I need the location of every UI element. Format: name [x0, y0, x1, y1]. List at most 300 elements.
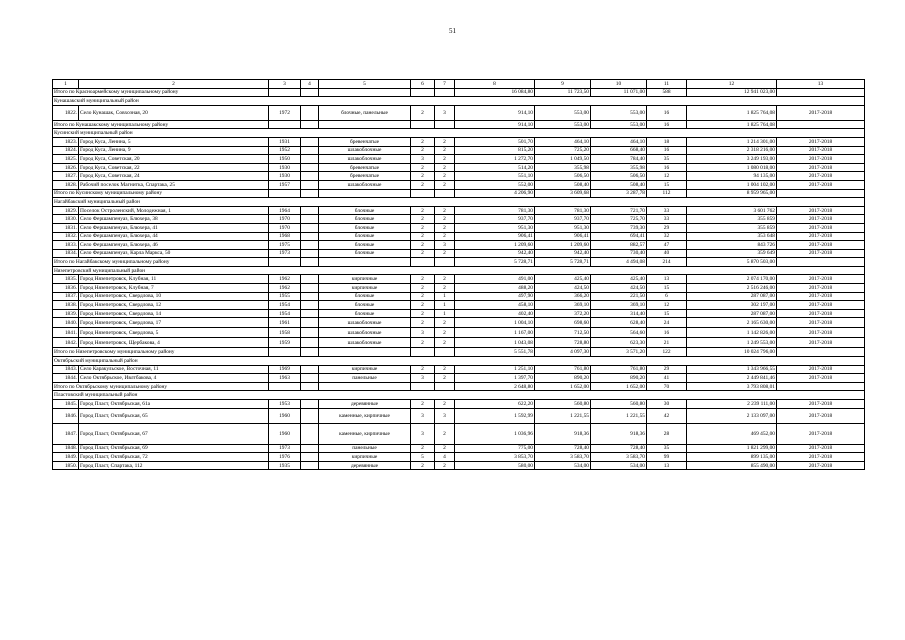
residents-cell: 16 [647, 105, 687, 120]
living-area-cell: 372,20 [535, 309, 591, 318]
table-row [53, 444, 865, 453]
period-cell: 2017-2018 [777, 137, 865, 146]
cost-cell: 855 490,00 [687, 461, 777, 470]
row-number-cell: 1835. [53, 275, 79, 284]
table-row [53, 374, 865, 383]
empty-cell [301, 137, 319, 146]
period-cell: 2017-2018 [777, 461, 865, 470]
residents-cell: 42 [647, 408, 687, 423]
address-cell: Город Нязепетровск, Клубная, 7 [79, 284, 269, 293]
residents-cell: 32 [647, 232, 687, 241]
total-residents-cell: 122 [647, 348, 687, 357]
private-area-cell: 534,00 [591, 461, 647, 470]
residents-cell: 30 [647, 400, 687, 409]
total-area-cell: 501,70 [455, 137, 535, 146]
private-area-cell: 506,50 [591, 172, 647, 181]
year-cell: 1953 [269, 400, 301, 409]
empty-cell [319, 120, 411, 129]
total-area-cell: 937,70 [455, 215, 535, 224]
cost-cell: 2 516 246,00 [687, 284, 777, 293]
empty-cell [301, 292, 319, 301]
total-area-cell: 5 551,78 [455, 348, 535, 357]
column-number-cell: 10 [591, 80, 647, 89]
entrances-cell: 2 [435, 318, 455, 328]
private-area-cell: 221,50 [591, 292, 647, 301]
year-cell: 1935 [269, 461, 301, 470]
row-number-cell: 1837. [53, 292, 79, 301]
empty-cell [301, 206, 319, 215]
row-number-cell: 1834. [53, 249, 79, 258]
district-name: Кусинский муниципальный район [53, 129, 865, 138]
living-area-cell: 951,30 [535, 223, 591, 232]
district-header-row [53, 129, 865, 138]
total-residents-cell: 214 [647, 258, 687, 267]
total-living-area-cell: 11 723,50 [535, 88, 591, 97]
residents-cell: 47 [647, 241, 687, 250]
address-cell: Рабочий поселок Магнитка, Спартака, 25 [79, 180, 269, 189]
empty-cell [269, 88, 301, 97]
living-area-cell: 942,40 [535, 249, 591, 258]
empty-cell [435, 189, 455, 198]
private-area-cell: 1 221,55 [591, 408, 647, 423]
entrances-cell: 3 [435, 408, 455, 423]
residents-cell: 13 [647, 461, 687, 470]
address-cell: Город Пласт, Октябрьская, 67 [79, 423, 269, 444]
living-area-cell: 761,80 [535, 365, 591, 374]
period-cell: 2017-2018 [777, 215, 865, 224]
year-cell: 1954 [269, 309, 301, 318]
column-number-cell: 11 [647, 80, 687, 89]
living-area-cell: 725,20 [535, 146, 591, 155]
row-number-cell: 1826. [53, 163, 79, 172]
total-area-cell: 775,00 [455, 444, 535, 453]
row-number-cell: 1827. [53, 172, 79, 181]
year-cell: 1964 [269, 206, 301, 215]
total-private-area-cell: 11 071,00 [591, 88, 647, 97]
floors-cell: 5 [411, 453, 435, 462]
address-cell: Село Фершампенуаз, Блюхера, 44 [79, 232, 269, 241]
empty-cell [435, 382, 455, 391]
empty-cell [301, 453, 319, 462]
period-cell: 2017-2018 [777, 423, 865, 444]
year-cell: 1954 [269, 301, 301, 310]
living-area-cell: 1 049,50 [535, 155, 591, 164]
year-cell: 1931 [269, 137, 301, 146]
address-cell: Поселок Остроленский, Молодежная, 1 [79, 206, 269, 215]
address-cell: Город Куса, Советская, 22 [79, 163, 269, 172]
private-area-cell: 424,50 [591, 284, 647, 293]
period-cell: 2017-2018 [777, 249, 865, 258]
table-row [53, 206, 865, 215]
empty-cell [269, 120, 301, 129]
entrances-cell: 1 [435, 301, 455, 310]
row-number-cell: 1845. [53, 400, 79, 409]
total-area-cell: 1 272,70 [455, 155, 535, 164]
cost-cell: 2 074 170,00 [687, 275, 777, 284]
address-cell: Город Нязепетровск, Свердлова, 5 [79, 328, 269, 338]
entrances-cell: 2 [435, 206, 455, 215]
year-cell: 1973 [269, 444, 301, 453]
private-area-cell: 355,98 [591, 163, 647, 172]
empty-cell [319, 258, 411, 267]
period-cell: 2017-2018 [777, 318, 865, 328]
total-label: Итого по Кунашакскому муниципальному району [53, 120, 269, 129]
empty-cell [269, 382, 301, 391]
living-area-cell: 464,10 [535, 137, 591, 146]
empty-cell [301, 215, 319, 224]
empty-cell [301, 146, 319, 155]
empty-cell [301, 232, 319, 241]
wall-material-cell: шлакоблочные [319, 180, 411, 189]
total-living-area-cell: 3 609,68 [535, 189, 591, 198]
floors-cell: 2 [411, 275, 435, 284]
district-header-row [53, 391, 865, 400]
total-area-cell: 552,00 [455, 180, 535, 189]
column-number-cell: 4 [301, 80, 319, 89]
total-living-area-cell: 553,00 [535, 120, 591, 129]
total-area-cell: 458,10 [455, 301, 535, 310]
cost-cell: 899 135,00 [687, 453, 777, 462]
row-number-cell: 1847. [53, 423, 79, 444]
district-name: Кунашакский муниципальный район [53, 97, 865, 106]
floors-cell: 3 [411, 423, 435, 444]
residents-cell: 41 [647, 374, 687, 383]
table-row [53, 408, 865, 423]
empty-cell [269, 258, 301, 267]
row-number-cell: 1850. [53, 461, 79, 470]
residents-cell: 12 [647, 301, 687, 310]
year-cell: 1930 [269, 172, 301, 181]
private-area-cell: 3 583,70 [591, 453, 647, 462]
total-area-cell: 622,20 [455, 400, 535, 409]
year-cell: 1972 [269, 105, 301, 120]
total-area-cell: 815,20 [455, 146, 535, 155]
address-cell: Село Кунашак, Совхозная, 20 [79, 105, 269, 120]
district-header-row [53, 357, 865, 366]
cost-cell: 2 449 841,46 [687, 374, 777, 383]
floors-cell: 2 [411, 301, 435, 310]
wall-material-cell: блочные [319, 241, 411, 250]
floors-cell: 2 [411, 172, 435, 181]
empty-cell [301, 348, 319, 357]
cost-cell: 94 135,00 [687, 172, 777, 181]
wall-material-cell: каменные, кирпичные [319, 423, 411, 444]
floors-cell: 2 [411, 400, 435, 409]
cost-cell: 1 214 301,00 [687, 137, 777, 146]
district-header-row [53, 266, 865, 275]
row-number-cell: 1828. [53, 180, 79, 189]
total-area-cell: 1 043,08 [455, 338, 535, 348]
wall-material-cell: блочные [319, 292, 411, 301]
empty-cell [411, 348, 435, 357]
entrances-cell: 2 [435, 461, 455, 470]
residents-cell: 33 [647, 215, 687, 224]
total-area-cell: 1 167,00 [455, 328, 535, 338]
cost-cell: 1 821 299,00 [687, 444, 777, 453]
table-row [53, 301, 865, 310]
year-cell: 1963 [269, 374, 301, 383]
living-area-cell: 506,50 [535, 172, 591, 181]
period-cell: 2017-2018 [777, 146, 865, 155]
private-area-cell: 918,36 [591, 423, 647, 444]
row-number-cell: 1849. [53, 453, 79, 462]
wall-material-cell: блочные, панельные [319, 105, 411, 120]
empty-cell [435, 258, 455, 267]
table-row [53, 137, 865, 146]
wall-material-cell: бревенчатые [319, 163, 411, 172]
period-cell: 2017-2018 [777, 241, 865, 250]
private-area-cell: 623,30 [591, 338, 647, 348]
cost-cell: 1 004 102,00 [687, 180, 777, 189]
row-number-cell: 1829. [53, 206, 79, 215]
private-area-cell: 425,40 [591, 275, 647, 284]
private-area-cell: 464,10 [591, 137, 647, 146]
address-cell: Город Нязепетровск, Свердлова, 10 [79, 292, 269, 301]
district-total-row [53, 88, 865, 97]
total-residents-cell: 112 [647, 189, 687, 198]
column-number-cell: 2 [79, 80, 269, 89]
year-cell: 1961 [269, 318, 301, 328]
column-number-cell: 8 [455, 80, 535, 89]
floors-cell: 3 [411, 408, 435, 423]
empty-cell [319, 189, 411, 198]
address-cell: Город Пласт, Октябрьская, 72 [79, 453, 269, 462]
wall-material-cell: блочные [319, 223, 411, 232]
table-row [53, 453, 865, 462]
living-area-cell: 781,30 [535, 206, 591, 215]
floors-cell: 2 [411, 338, 435, 348]
row-number-cell: 1843. [53, 365, 79, 374]
living-area-cell: 534,00 [535, 461, 591, 470]
floors-cell: 2 [411, 206, 435, 215]
period-cell: 2017-2018 [777, 232, 865, 241]
table-row [53, 163, 865, 172]
private-area-cell: 560,80 [591, 400, 647, 409]
empty-cell [301, 275, 319, 284]
column-number-row [53, 80, 865, 89]
total-area-cell: 781,30 [455, 206, 535, 215]
period-cell: 2017-2018 [777, 223, 865, 232]
address-cell: Город Нязепетровск, Свердлова, 12 [79, 301, 269, 310]
total-label: Итого по Кусинскому муниципальному району [53, 189, 269, 198]
year-cell: 1960 [269, 423, 301, 444]
period-cell: 2017-2018 [777, 309, 865, 318]
living-area-cell: 366,20 [535, 292, 591, 301]
table-row [53, 241, 865, 250]
row-number-cell: 1822. [53, 105, 79, 120]
wall-material-cell: шлакоблочные [319, 155, 411, 164]
cost-cell: 2 165 630,00 [687, 318, 777, 328]
private-area-cell: 784,40 [591, 155, 647, 164]
row-number-cell: 1833. [53, 241, 79, 250]
district-total-row [53, 348, 865, 357]
year-cell: 1957 [269, 180, 301, 189]
period-cell: 2017-2018 [777, 180, 865, 189]
address-cell: Город Пласт, Октябрьская, 65 [79, 408, 269, 423]
cost-cell: 1 249 553,00 [687, 338, 777, 348]
row-number-cell: 1824. [53, 146, 79, 155]
private-area-cell: 694,41 [591, 232, 647, 241]
cost-cell: 355 859 [687, 223, 777, 232]
address-cell: Город Пласт, Октябрьская, 69 [79, 444, 269, 453]
period-cell: 2017-2018 [777, 155, 865, 164]
residents-cell: 15 [647, 180, 687, 189]
wall-material-cell: блочные [319, 215, 411, 224]
living-area-cell: 508,40 [535, 180, 591, 189]
address-cell: Село Октябрьское, Ивлтбакова, 4 [79, 374, 269, 383]
total-area-cell: 906,41 [455, 232, 535, 241]
total-label: Итого по Нагайбакскому муниципальному району [53, 258, 269, 267]
row-number-cell: 1848. [53, 444, 79, 453]
table-row [53, 232, 865, 241]
residents-cell: 29 [647, 223, 687, 232]
period-cell: 2017-2018 [777, 105, 865, 120]
living-area-cell: 3 583,70 [535, 453, 591, 462]
total-private-area-cell: 4 494,08 [591, 258, 647, 267]
total-living-area-cell: 5 728,71 [535, 258, 591, 267]
private-area-cell: 508,40 [591, 180, 647, 189]
district-name: Нязепетровский муниципальный район [53, 266, 865, 275]
private-area-cell: 739,30 [591, 223, 647, 232]
residents-cell: 15 [647, 309, 687, 318]
total-area-cell: 914,10 [455, 120, 535, 129]
total-label: Итого по Октябрьскому муниципальному району [53, 382, 269, 391]
row-number-cell: 1831. [53, 223, 79, 232]
empty-cell [301, 155, 319, 164]
year-cell: 1950 [269, 155, 301, 164]
address-cell: Город Куса, Ленина, 5 [79, 137, 269, 146]
empty-cell [435, 348, 455, 357]
table-row [53, 338, 865, 348]
entrances-cell: 3 [435, 241, 455, 250]
empty-cell [301, 301, 319, 310]
empty-cell [301, 163, 319, 172]
total-area-cell: 951,30 [455, 223, 535, 232]
empty-cell [301, 374, 319, 383]
year-cell: 1960 [269, 408, 301, 423]
floors-cell: 2 [411, 284, 435, 293]
empty-cell [411, 189, 435, 198]
private-area-cell: 314,40 [591, 309, 647, 318]
residents-cell: 40 [647, 249, 687, 258]
total-area-cell: 3 853,70 [455, 453, 535, 462]
table-row [53, 328, 865, 338]
empty-cell [269, 189, 301, 198]
floors-cell: 2 [411, 444, 435, 453]
total-area-cell: 16 084,80 [455, 88, 535, 97]
empty-cell [411, 88, 435, 97]
table-row [53, 146, 865, 155]
total-cost-cell: 5 870 503,00 [687, 258, 777, 267]
period-cell: 2017-2018 [777, 275, 865, 284]
year-cell: 1968 [269, 232, 301, 241]
empty-cell [435, 120, 455, 129]
address-cell: Город Нязепетровск, Свердлова, 14 [79, 309, 269, 318]
private-area-cell: 761,80 [591, 365, 647, 374]
floors-cell: 2 [411, 249, 435, 258]
private-area-cell: 553,00 [591, 105, 647, 120]
total-private-area-cell: 1 652,00 [591, 382, 647, 391]
wall-material-cell: шлакоблочные [319, 338, 411, 348]
entrances-cell: 2 [435, 172, 455, 181]
column-number-cell: 6 [411, 80, 435, 89]
residents-cell: 16 [647, 146, 687, 155]
cost-cell: 302 197,00 [687, 301, 777, 310]
table-row [53, 292, 865, 301]
row-number-cell: 1832. [53, 232, 79, 241]
table-row [53, 284, 865, 293]
district-name: Нагайбакский муниципальный район [53, 198, 865, 207]
cost-cell: 2 133 097,00 [687, 408, 777, 423]
address-cell: Город Куса, Советская, 24 [79, 172, 269, 181]
row-number-cell: 1842. [53, 338, 79, 348]
column-number-cell: 3 [269, 80, 301, 89]
living-area-cell: 425,40 [535, 275, 591, 284]
floors-cell: 2 [411, 146, 435, 155]
entrances-cell: 2 [435, 423, 455, 444]
empty-cell [411, 258, 435, 267]
floors-cell: 2 [411, 292, 435, 301]
year-cell: 1976 [269, 453, 301, 462]
district-total-row [53, 258, 865, 267]
living-area-cell: 1 209,60 [535, 241, 591, 250]
residents-cell: 15 [647, 284, 687, 293]
cost-cell: 355 859 [687, 215, 777, 224]
wall-material-cell: блочные [319, 249, 411, 258]
total-private-area-cell: 553,00 [591, 120, 647, 129]
address-cell: Город Куса, Советская, 20 [79, 155, 269, 164]
entrances-cell: 2 [435, 275, 455, 284]
private-area-cell: 721,70 [591, 206, 647, 215]
entrances-cell: 2 [435, 328, 455, 338]
living-area-cell: 560,80 [535, 400, 591, 409]
period-cell: 2017-2018 [777, 444, 865, 453]
district-name: Октябрьский муниципальный район [53, 357, 865, 366]
column-number-cell: 13 [777, 80, 865, 89]
residents-cell: 13 [647, 275, 687, 284]
table-row [53, 461, 865, 470]
total-living-area-cell: 4 097,30 [535, 348, 591, 357]
empty-cell [777, 88, 865, 97]
table-row [53, 275, 865, 284]
cost-cell: 1 080 018,00 [687, 163, 777, 172]
row-number-cell: 1846. [53, 408, 79, 423]
wall-material-cell: панельные [319, 374, 411, 383]
living-area-cell: 712,50 [535, 328, 591, 338]
empty-cell [301, 382, 319, 391]
empty-cell [301, 172, 319, 181]
address-cell: Город Куса, Ленина, 9 [79, 146, 269, 155]
address-cell: Село Фершампенуаз, Блюхера, 41 [79, 223, 269, 232]
total-cost-cell: 1 825 764,08 [687, 120, 777, 129]
wall-material-cell: шлакоблочные [319, 328, 411, 338]
cost-cell: 353 648 [687, 232, 777, 241]
living-area-cell: 890,20 [535, 374, 591, 383]
total-cost-cell: 3 793 808,01 [687, 382, 777, 391]
empty-cell [301, 105, 319, 120]
empty-cell [319, 88, 411, 97]
private-area-cell: 564,60 [591, 328, 647, 338]
empty-cell [301, 258, 319, 267]
empty-cell [301, 249, 319, 258]
row-number-cell: 1830. [53, 215, 79, 224]
residents-cell: 21 [647, 338, 687, 348]
year-cell: 1973 [269, 249, 301, 258]
wall-material-cell: панельные [319, 444, 411, 453]
empty-cell [301, 241, 319, 250]
floors-cell: 2 [411, 180, 435, 189]
private-area-cell: 728,40 [591, 444, 647, 453]
